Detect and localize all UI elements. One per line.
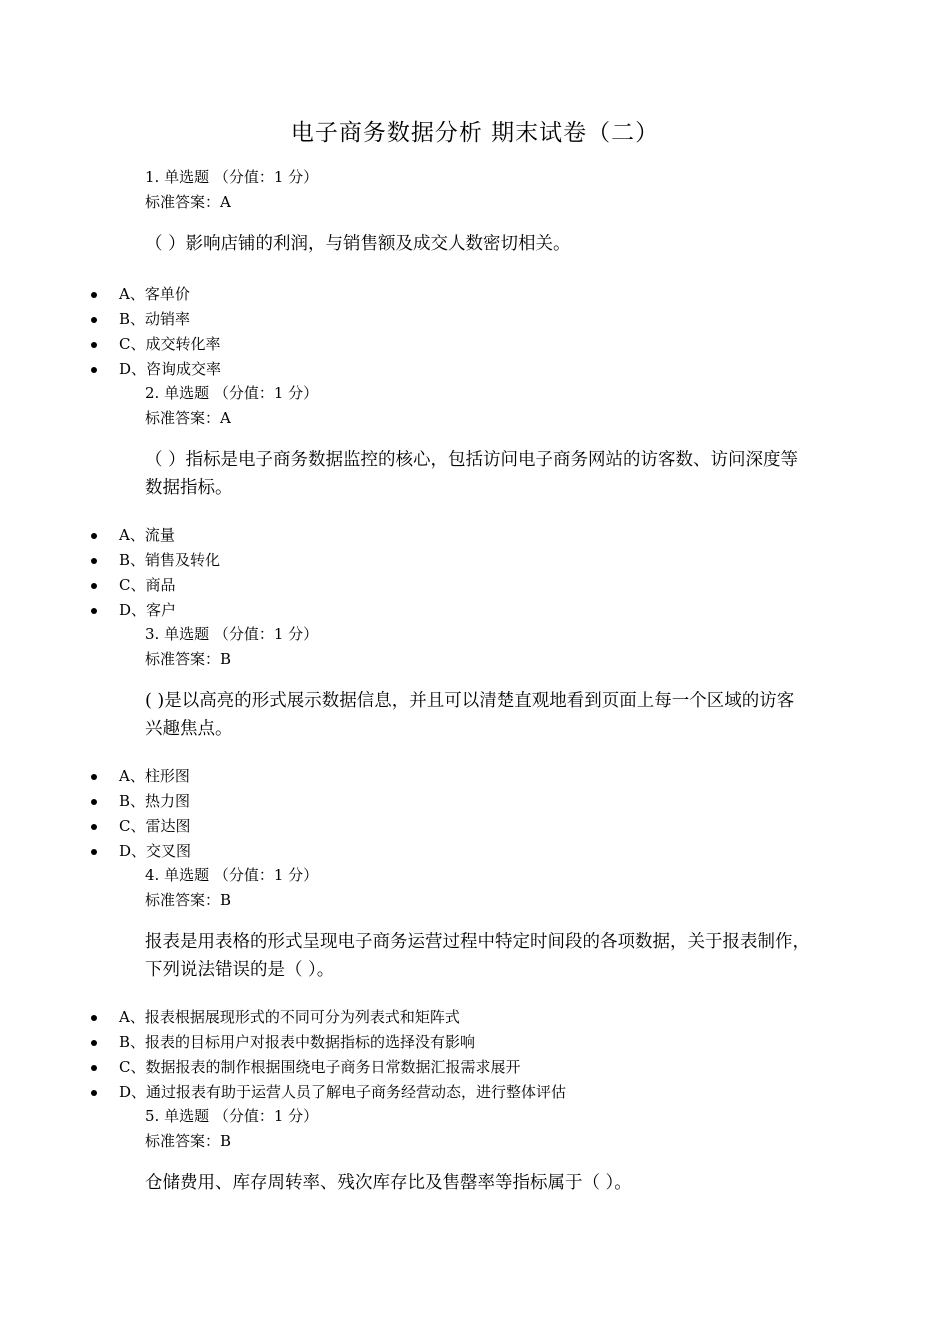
question-3-stem: ( )是以高亮的形式展示数据信息，并且可以清楚直观地看到页面上每一个区域的访客兴趣焦点。 — [145, 691, 795, 739]
question-2-options — [0, 523, 220, 623]
question-5-stem: 仓储费用、库存周转率、残次库存比及售罄率等指标属于（ ）。 — [145, 1173, 632, 1193]
page-title: 电子商务数据分析 期末试卷（二） — [290, 120, 660, 146]
question-4-stem: 报表是用表格的形式呈现电子商务运营过程中特定时间段的各项数据，关于报表制作，下列说法错误的是（ ）。 — [145, 932, 810, 980]
option-text: C、雷达图 — [119, 817, 191, 835]
option-text: B、销售及转化 — [119, 551, 221, 569]
bullet-icon — [91, 608, 97, 614]
option-item — [0, 573, 220, 598]
option-item — [0, 1005, 566, 1030]
option-text: D、客户 — [119, 601, 177, 619]
question-4-answer: 标准答案：B — [145, 891, 232, 909]
bullet-icon — [91, 583, 97, 589]
option-item — [0, 789, 191, 814]
option-item — [0, 1030, 566, 1055]
bullet-icon — [91, 1065, 97, 1071]
option-item — [0, 307, 221, 332]
option-text: C、数据报表的制作根据围绕电子商务日常数据汇报需求展开 — [119, 1058, 521, 1076]
question-5-answer: 标准答案：B — [145, 1132, 232, 1150]
bullet-icon — [91, 342, 97, 348]
bullet-icon — [91, 1090, 97, 1096]
bullet-icon — [91, 1040, 97, 1046]
option-item — [0, 523, 220, 548]
bullet-icon — [91, 292, 97, 298]
option-item — [0, 548, 220, 573]
option-text: B、热力图 — [119, 792, 191, 810]
option-text: A、流量 — [119, 526, 175, 544]
option-text: B、报表的目标用户对报表中数据指标的选择没有影响 — [119, 1033, 476, 1051]
option-item — [0, 1055, 566, 1080]
option-item — [0, 814, 191, 839]
option-text: C、成交转化率 — [119, 335, 221, 353]
bullet-icon — [91, 367, 97, 373]
option-item — [0, 764, 191, 789]
question-4-options — [0, 1005, 566, 1105]
question-3-header: 3. 单选题 （分值：1 分） — [145, 625, 319, 643]
bullet-icon — [91, 774, 97, 780]
bullet-icon — [91, 1015, 97, 1021]
question-2-header: 2. 单选题 （分值：1 分） — [145, 384, 319, 402]
bullet-icon — [91, 849, 97, 855]
bullet-icon — [91, 558, 97, 564]
option-item — [0, 357, 221, 382]
option-text: D、咨询成交率 — [119, 360, 222, 378]
bullet-icon — [91, 824, 97, 830]
option-item — [0, 282, 221, 307]
question-5-header: 5. 单选题 （分值：1 分） — [145, 1107, 319, 1125]
question-4-header: 4. 单选题 （分值：1 分） — [145, 866, 319, 884]
question-1-options — [0, 282, 221, 382]
option-item — [0, 1080, 566, 1105]
question-2-answer: 标准答案：A — [145, 409, 231, 427]
question-3-answer: 标准答案：B — [145, 650, 232, 668]
option-text: C、商品 — [119, 576, 176, 594]
question-3-options — [0, 764, 191, 864]
option-text: A、客单价 — [119, 285, 190, 303]
option-text: A、报表根据展现形式的不同可分为列表式和矩阵式 — [119, 1008, 460, 1026]
option-text: B、动销率 — [119, 310, 191, 328]
question-1-stem: （ ）影响店铺的利润，与销售额及成交人数密切相关。 — [145, 234, 571, 254]
bullet-icon — [91, 799, 97, 805]
question-1-answer: 标准答案：A — [145, 193, 231, 211]
option-text: D、交叉图 — [119, 842, 192, 860]
bullet-icon — [91, 317, 97, 323]
question-2-stem: （ ）指标是电子商务数据监控的核心，包括访问电子商务网站的访客数、访问深度等数据指标。 — [145, 450, 799, 498]
option-item — [0, 839, 191, 864]
option-text: D、通过报表有助于运营人员了解电子商务经营动态，进行整体评估 — [119, 1083, 567, 1101]
option-text: A、柱形图 — [119, 767, 190, 785]
bullet-icon — [91, 533, 97, 539]
option-item — [0, 332, 221, 357]
question-1-header: 1. 单选题 （分值：1 分） — [145, 168, 319, 186]
option-item — [0, 598, 220, 623]
